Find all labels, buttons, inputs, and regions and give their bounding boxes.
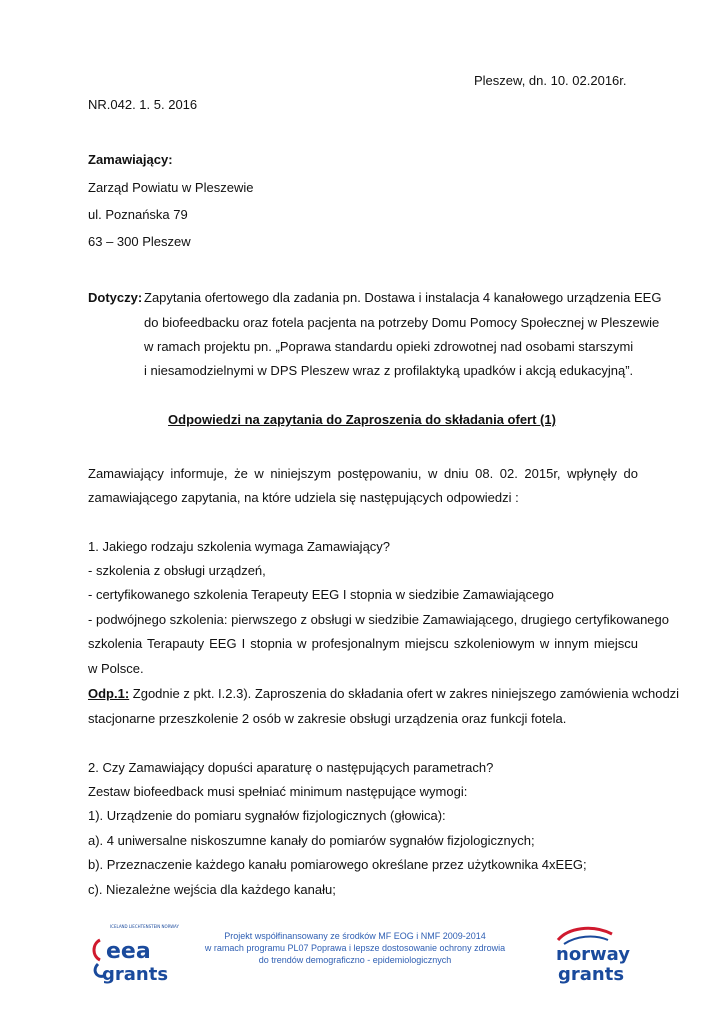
- question-2-line-1: Zestaw biofeedback musi spełniać minimum następujące wymogi:: [88, 784, 468, 799]
- question-1-option-3-line-2: szkolenia Terapauty EEG I stopnia w profesjonalnym miejscu szkoleniowym w innym miejscu: [88, 636, 638, 651]
- footer-line-1: Projekt współfinansowany ze środków MF EOG i NMF 2009-2014: [224, 931, 486, 941]
- subject-line-3: w ramach projektu pn. „Poprawa standardu opieki zdrowotnej nad osobami starszymi: [144, 339, 634, 354]
- question-1-option-2: - certyfikowanego szkolenia Terapeuty EEG I stopnia w siedzibie Zamawiającego: [88, 587, 554, 602]
- answer-1-text: Zgodnie z pkt. I.2.3). Zaproszenia do składania ofert w zakres niniejszego zamówienia wchodzi: [129, 686, 680, 701]
- question-1-option-3-line-1: - podwójnego szkolenia: pierwszego z obsługi w siedzibie Zamawiającego, drugiego certyfikowanego: [88, 612, 669, 627]
- answer-1: [88, 686, 679, 702]
- footer-line-3: do trendów demograficzno - epidemiologicznych: [258, 955, 452, 965]
- eea-logo-top: eea: [106, 939, 151, 964]
- subject-label: Dotyczy:: [88, 290, 143, 305]
- addressee-label: Zamawiający:: [88, 152, 173, 167]
- intro-line-2: zamawiającego zapytania, na które udziela się następujących odpowiedzi :: [88, 490, 519, 505]
- norway-logo-top: norway: [556, 944, 631, 965]
- page-footer: [0, 918, 724, 990]
- answer-1-line-2: stacjonarne przeszkolenie 2 osób w zakresie obsługi urządzenia oraz funkcji fotela.: [88, 711, 567, 726]
- question-1: 1. Jakiego rodzaju szkolenia wymaga Zamawiający?: [88, 539, 391, 554]
- question-2-line-5: c). Niezależne wejścia dla każdego kanału;: [88, 882, 336, 897]
- question-2: 2. Czy Zamawiający dopuści aparaturę o następujących parametrach?: [88, 760, 494, 775]
- document-title: Odpowiedzi na zapytania do Zaproszenia do składania ofert (1): [168, 412, 556, 427]
- addressee-city: 63 – 300 Pleszew: [88, 234, 191, 249]
- question-2-line-3: a). 4 uniwersalne niskoszumne kanały do pomiarów sygnałów fizjologicznych;: [88, 833, 535, 848]
- place-date: Pleszew, dn. 10. 02.2016r.: [474, 73, 627, 88]
- norway-logo-arc: [558, 928, 612, 944]
- footer-funding-text: [190, 930, 520, 966]
- subject-line-4: i niesamodzielnymi w DPS Pleszew wraz z profilaktyką upadków i akcją edukacyjną”.: [144, 363, 634, 378]
- intro-line-1: Zamawiający informuje, że w niniejszym postępowaniu, w dniu 08. 02. 2015r, wpłynęły do: [88, 466, 638, 481]
- subject-line-2: do biofeedbacku oraz fotela pacjenta na potrzeby Domu Pomocy Społecznej w Pleszewie: [144, 315, 660, 330]
- norway-grants-logo: [550, 924, 630, 984]
- question-1-option-1: - szkolenia z obsługi urządzeń,: [88, 563, 266, 578]
- subject-line-1: Zapytania ofertowego dla zadania pn. Dostawa i instalacja 4 kanałowego urządzenia EEG: [144, 290, 662, 305]
- eea-logo-small-text: ICELAND LIECHTENSTEIN NORWAY: [110, 924, 179, 929]
- question-2-line-2: 1). Urządzenie do pomiaru sygnałów fizjologicznych (głowica):: [88, 808, 446, 823]
- addressee-name: Zarząd Powiatu w Pleszewie: [88, 180, 254, 195]
- footer-line-2: w ramach programu PL07 Poprawa i lepsze dostosowanie ochrony zdrowia: [204, 943, 506, 953]
- eea-logo-bottom: grants: [102, 964, 169, 985]
- norway-logo-bottom: grants: [558, 964, 625, 985]
- answer-1-label: Odp.1:: [88, 686, 130, 701]
- eea-grants-logo: [90, 920, 179, 986]
- addressee-street: ul. Poznańska 79: [88, 207, 188, 222]
- reference-number: NR.042. 1. 5. 2016: [88, 97, 198, 112]
- question-1-option-3-line-3: w Polsce.: [88, 661, 144, 676]
- question-2-line-4: b). Przeznaczenie każdego kanału pomiarowego określane przez użytkownika 4xEEG;: [88, 857, 587, 872]
